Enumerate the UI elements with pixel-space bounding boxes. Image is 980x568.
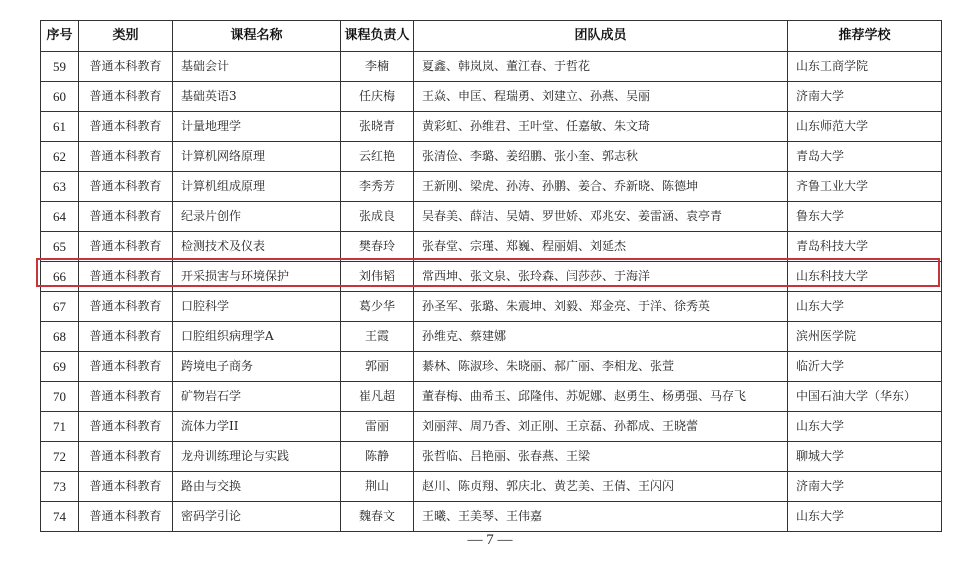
cell-index: 66: [41, 262, 79, 292]
table-row: [41, 382, 942, 412]
cell-course-name: 密码学引论: [173, 502, 341, 532]
table-body: [41, 52, 942, 532]
cell-team-members: 张哲临、吕艳丽、张春燕、王梁: [414, 442, 788, 472]
table-row: [41, 352, 942, 382]
cell-index: 69: [41, 352, 79, 382]
cell-index: 65: [41, 232, 79, 262]
table-row: [41, 172, 942, 202]
table-row: [41, 322, 942, 352]
cell-index: 60: [41, 82, 79, 112]
cell-school: 山东工商学院: [788, 52, 942, 82]
cell-school: 青岛科技大学: [788, 232, 942, 262]
cell-school: 聊城大学: [788, 442, 942, 472]
table-row: [41, 202, 942, 232]
cell-category: 普通本科教育: [79, 442, 173, 472]
cell-team-members: 刘丽萍、周乃香、刘正刚、王京磊、孙都成、王晓蕾: [414, 412, 788, 442]
cell-index: 72: [41, 442, 79, 472]
cell-index: 73: [41, 472, 79, 502]
cell-course-name: 计算机网络原理: [173, 142, 341, 172]
cell-team-members: 常西坤、张文泉、张玲森、闫莎莎、于海洋: [414, 262, 788, 292]
cell-index: 68: [41, 322, 79, 352]
table-row: [41, 262, 942, 292]
header-team-members: 团队成员: [414, 21, 788, 52]
cell-course-name: 基础会计: [173, 52, 341, 82]
header-course-lead: 课程负责人: [341, 21, 414, 52]
table-row: [41, 112, 942, 142]
header-school: 推荐学校: [788, 21, 942, 52]
table-row: [41, 142, 942, 172]
cell-index: 70: [41, 382, 79, 412]
cell-team-members: 王新刚、梁虎、孙涛、孙鹏、姜合、乔新晓、陈德坤: [414, 172, 788, 202]
cell-category: 普通本科教育: [79, 142, 173, 172]
cell-course-name: 计量地理学: [173, 112, 341, 142]
cell-course-lead: 任庆梅: [341, 82, 414, 112]
cell-school: 山东科技大学: [788, 262, 942, 292]
cell-course-name: 计算机组成原理: [173, 172, 341, 202]
cell-category: 普通本科教育: [79, 82, 173, 112]
cell-course-name: 流体力学II: [173, 412, 341, 442]
cell-team-members: 綦林、陈淑珍、朱晓丽、郝广丽、李相龙、张萱: [414, 352, 788, 382]
cell-team-members: 孙圣军、张璐、朱震坤、刘毅、郑金亮、于洋、徐秀英: [414, 292, 788, 322]
cell-index: 71: [41, 412, 79, 442]
cell-category: 普通本科教育: [79, 262, 173, 292]
cell-team-members: 黄彩虹、孙维君、王叶堂、任嘉敏、朱文琦: [414, 112, 788, 142]
cell-category: 普通本科教育: [79, 292, 173, 322]
cell-course-name: 口腔组织病理学A: [173, 322, 341, 352]
cell-team-members: 张清俭、李璐、姜绍鹏、张小奎、郭志秋: [414, 142, 788, 172]
cell-course-lead: 葛少华: [341, 292, 414, 322]
header-index: 序号: [41, 21, 79, 52]
cell-school: 山东大学: [788, 502, 942, 532]
cell-category: 普通本科教育: [79, 232, 173, 262]
cell-school: 山东师范大学: [788, 112, 942, 142]
cell-course-name: 检测技术及仪表: [173, 232, 341, 262]
cell-course-lead: 云红艳: [341, 142, 414, 172]
cell-category: 普通本科教育: [79, 202, 173, 232]
cell-course-name: 矿物岩石学: [173, 382, 341, 412]
cell-course-lead: 崔凡超: [341, 382, 414, 412]
cell-index: 62: [41, 142, 79, 172]
table-row: [41, 472, 942, 502]
cell-index: 61: [41, 112, 79, 142]
cell-index: 64: [41, 202, 79, 232]
table-row: [41, 292, 942, 322]
cell-course-lead: 李楠: [341, 52, 414, 82]
cell-course-lead: 李秀芳: [341, 172, 414, 202]
cell-team-members: 赵川、陈贞翔、郭庆北、黄艺美、王倩、王闪闪: [414, 472, 788, 502]
cell-school: 青岛大学: [788, 142, 942, 172]
cell-category: 普通本科教育: [79, 52, 173, 82]
cell-course-name: 口腔科学: [173, 292, 341, 322]
cell-course-name: 基础英语3: [173, 82, 341, 112]
cell-school: 济南大学: [788, 82, 942, 112]
table-row: [41, 412, 942, 442]
cell-category: 普通本科教育: [79, 172, 173, 202]
cell-category: 普通本科教育: [79, 382, 173, 412]
cell-team-members: 夏鑫、韩岚岚、董江春、于哲花: [414, 52, 788, 82]
cell-category: 普通本科教育: [79, 502, 173, 532]
cell-school: 临沂大学: [788, 352, 942, 382]
table-row: [41, 232, 942, 262]
cell-course-lead: 樊春玲: [341, 232, 414, 262]
cell-school: 鲁东大学: [788, 202, 942, 232]
header-course-name: 课程名称: [173, 21, 341, 52]
cell-course-name: 纪录片创作: [173, 202, 341, 232]
cell-school: 齐鲁工业大学: [788, 172, 942, 202]
table-row: [41, 52, 942, 82]
cell-team-members: 吴春美、薛洁、吴婧、罗世娇、邓兆安、姜雷涵、袁亭青: [414, 202, 788, 232]
cell-course-lead: 张晓青: [341, 112, 414, 142]
cell-course-lead: 王霞: [341, 322, 414, 352]
cell-school: 中国石油大学（华东）: [788, 382, 942, 412]
cell-school: 济南大学: [788, 472, 942, 502]
cell-category: 普通本科教育: [79, 322, 173, 352]
cell-team-members: 张春堂、宗瑾、郑巍、程丽娟、刘延杰: [414, 232, 788, 262]
table-row: [41, 82, 942, 112]
cell-course-lead: 魏春文: [341, 502, 414, 532]
table-row: [41, 502, 942, 532]
cell-team-members: 董春梅、曲希玉、邱隆伟、苏妮娜、赵勇生、杨勇强、马存飞: [414, 382, 788, 412]
cell-course-lead: 荆山: [341, 472, 414, 502]
cell-category: 普通本科教育: [79, 352, 173, 382]
cell-category: 普通本科教育: [79, 472, 173, 502]
cell-course-name: 跨境电子商务: [173, 352, 341, 382]
cell-course-name: 开采损害与环境保护: [173, 262, 341, 292]
cell-course-lead: 刘伟韬: [341, 262, 414, 292]
cell-course-lead: 陈静: [341, 442, 414, 472]
cell-school: 山东大学: [788, 412, 942, 442]
cell-school: 滨州医学院: [788, 322, 942, 352]
cell-course-lead: 张成良: [341, 202, 414, 232]
cell-team-members: 王焱、申匡、程瑞勇、刘建立、孙燕、吴丽: [414, 82, 788, 112]
course-table: [40, 20, 942, 532]
course-table-container: [40, 20, 941, 532]
cell-index: 67: [41, 292, 79, 322]
cell-index: 63: [41, 172, 79, 202]
table-row: [41, 442, 942, 472]
cell-category: 普通本科教育: [79, 112, 173, 142]
cell-course-name: 路由与交换: [173, 472, 341, 502]
header-category: 类别: [79, 21, 173, 52]
table-header-row: [41, 21, 942, 52]
cell-category: 普通本科教育: [79, 412, 173, 442]
cell-school: 山东大学: [788, 292, 942, 322]
cell-course-lead: 雷丽: [341, 412, 414, 442]
cell-index: 59: [41, 52, 79, 82]
page-number: — 7 —: [467, 532, 513, 548]
cell-course-name: 龙舟训练理论与实践: [173, 442, 341, 472]
cell-course-lead: 郭丽: [341, 352, 414, 382]
cell-team-members: 王曦、王美琴、王伟嘉: [414, 502, 788, 532]
cell-team-members: 孙维克、蔡建娜: [414, 322, 788, 352]
cell-index: 74: [41, 502, 79, 532]
